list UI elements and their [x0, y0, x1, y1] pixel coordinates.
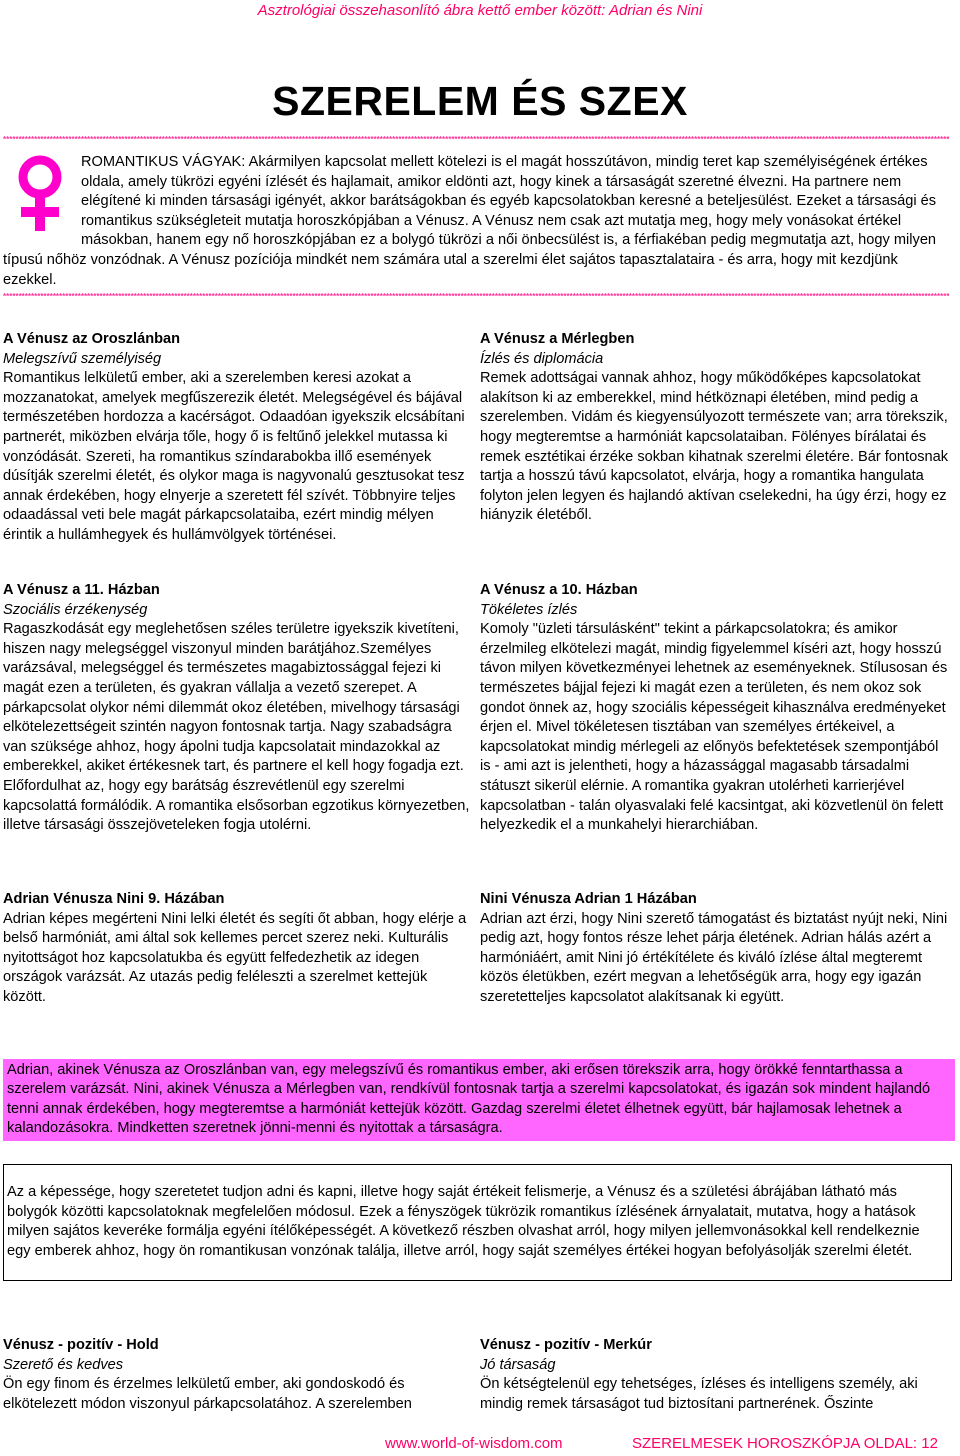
separator-bottom: **************************************************************************************************************************************************************************************************************************************************************************************************************** — [3, 293, 950, 301]
aspects-intro-box: Az a képessége, hogy szeretetet tudjon adni és kapni, illetve hogy saját értékeit felismerje, a Vénusz és a születési ábrájában látható más bolygók közötti kapcsolatoknak megfelelően módosul. Ezek a fényszögek tükrözik romantikus ízlésének árnyalatait, mutatva, hogy a hatások milyen sajátos keveréke formálja egyéni ítélőképességét. A következő részben olvashat arról, hogy milyen jellemvonásokkal kell rendelkeznie egy emberek ahhoz, hogy ön romantikusan vonzónak találja, illetve arról, hogy saját személyes értékei hogyan befolyásolják szerelmi életét. — [3, 1164, 952, 1281]
section-subtitle: Szociális érzékenység — [3, 601, 148, 618]
section-venus-11th-house — [3, 581, 473, 836]
section-nini-venus-adrian-1st — [480, 890, 950, 1008]
section-body: Remek adottságai vannak ahhoz, hogy működőképes kapcsolatokat alakítson ki az emberekkel, mind hétköznapi életében, mind pedig a szerelemben. Vidám és kiegyensúlyozott természete van; arra törekszik, hogy megteremtse a harmóniát kapcsolataiban. Fölényes bírálatai és remek esztétikai érzéke sokban kihatnak szerelmi életére. Bár fontosnak tartja a hosszú távú kapcsolatot, elvárja, hogy a romantika hangulata folyton jelen legyen és hajlandó aktívan cselekedni, ha úgy érzi, hogy ez hiányzik életéből. — [480, 370, 949, 524]
section-body: Komoly "üzleti társulásként" tekint a párkapcsolatokra; és amikor érzelmileg elkötelezi magát, mindig figyelemmel kíséri azt, hogy hosszú távon milyen következményei lehetnek az eseményeknek. Stílusosan és természetes bájjal fejezi ki magát ezen a területen, és nem okoz sok gondot önnek az, hogy szociális képességeit kihasználva eredményeket érjen el. Mivel tökéletesen tisztában van személyes értékeivel, a kapcsolatokat mindig mérlegeli az előnyös befektetések szempontjából is - ami azt is jelentheti, hogy a házassággal magasabb társadalmi státuszt sikerül elérnie. A romantika gyakran utolérheti karrierjével kapcsolatban - talán olyasvalaki felé kacsintgat, aki közvetlenül ön felett helyezkedik el a munkahelyi hierarchiában. — [480, 621, 948, 834]
page-title: SZERELEM ÉS SZEX — [272, 78, 688, 124]
section-title: A Vénusz a 11. Házban — [3, 582, 160, 598]
section-body: Adrian képes megérteni Nini lelki életét és segíti őt abban, hogy elérje a belső harmóniát, ami által sok kellemes percet szerez neki. Kulturális nyitottságot hoz kapcsolatukba és együtt felfedezhetik az idegen országok varázsát. Az utazás pedig feléleszti a szerelmet kettejük között. — [3, 910, 467, 1005]
section-title: Vénusz - pozitív - Hold — [3, 1337, 159, 1353]
section-venus-libra — [480, 330, 950, 526]
section-subtitle: Jó társaság — [480, 1356, 556, 1373]
section-title: Vénusz - pozitív - Merkúr — [480, 1337, 652, 1353]
section-venus-10th-house — [480, 581, 950, 836]
section-subtitle: Ízlés és diplomácia — [480, 350, 604, 367]
section-title: Nini Vénusza Adrian 1 Házában — [480, 891, 697, 907]
section-body: Ön kétségtelenül egy tehetséges, ízléses és intelligens személy, aki mindig remek társaságot tud biztosítani partnerének. Őszinte — [480, 1376, 918, 1412]
section-subtitle: Melegszívű személyiség — [3, 350, 162, 367]
section-subtitle: Szerető és kedves — [3, 1356, 124, 1373]
section-subtitle: Tökéletes ízlés — [480, 601, 578, 618]
intro-text: ROMANTIKUS VÁGYAK: Akármilyen kapcsolat mellett kötelezi is el magát hosszútávon, mindig teret kap személyiségének értékes oldala, amely tükrözi egyéni ízlését és hajlamait, amikor eldönti azt, hogy kinek a társaságát szeretné élvezni. Ha partnere nem elégítené ki minden társasági igényét, akkor barátságokban és egyéb kapcsolatokban keresné a beteljesülést. Ezeket a társasági és romantikus szükségleteit mutatja horoszkópjában a Vénusz. A Vénusz nem csak azt mutatja meg, hogy mely vonásokat értékel másokban, hanem egy nő horoszkópjában ez a bolygó tükrözi a női önbecsülést is, a férfiakéban pedig megmutatja azt, hogy milyen típusú nőhöz vonzódnak. A Vénusz pozíciója mindkét nem számára utal a szerelmi élet sajátos tapasztalataira - és arra, hogy mit kezdjünk ezekkel. — [3, 154, 937, 288]
section-title: Adrian Vénusza Nini 9. Házában — [3, 891, 225, 907]
footer-url-link[interactable]: www.world-of-wisdom.com — [385, 1435, 563, 1452]
section-body: Adrian azt érzi, hogy Nini szerető támogatást és biztatást nyújt neki, Nini pedig azt, hogy fontos része lehet párja életének. Adrian hálás azért a harmóniáért, amit Nini jó értékítélete és kiváló ízlése által megteremt közös életükben, ezért megvan a lehetőségük arra, hogy egy igazán szeretetteljes kapcsolatot alakítsanak ki együtt. — [480, 910, 948, 1005]
section-title: A Vénusz az Oroszlánban — [3, 331, 181, 347]
section-title: A Vénusz a Mérlegben — [480, 331, 635, 347]
section-body: Ön egy finom és érzelmes lelkületű ember, aki gondoskodó és elkötelezett módon viszonyul párkapcsolatához. A szerelemben — [3, 1376, 412, 1412]
intro-paragraph — [3, 153, 953, 290]
footer-page-label: SZERELMESEK HOROSZKÓPJA OLDAL: 12 — [632, 1435, 938, 1452]
summary-highlight-box: Adrian, akinek Vénusza az Oroszlánban van, egy melegszívű és romantikus ember, aki erősen törekszik arra, hogy örökké fenntarthassa a szerelem varázsát. Nini, akinek Vénusza a Mérlegben van, rendkívül fontosnak tartja a szerelmi kapcsolatokat, és igazán sok mindent hajlandó tenni annak érdekében, hogy megteremtse a harmóniát kettejük között. Gazdag szerelmi életet élhetnek együtt, bár hajlamosak lehetnek a kalandozásokra. Mindketten szeretnek jönni-menni és nyitottak a társaságra. — [3, 1059, 955, 1141]
separator-top: **************************************************************************************************************************************************************************************************************************************************************************************************************** — [3, 136, 950, 144]
section-title: A Vénusz a 10. Házban — [480, 582, 638, 598]
section-body: Ragaszkodását egy meglehetősen széles területre igyekszik kivetíteni, hiszen nagy melegséggel viszonyul minden barátjához.Személyes varázsával, melegséggel és természetes magabiztossággal fejezi ki magát ezen a területen, és gyakran vállalja a vezető szerepet. A párkapcsolat olykor némi dilemmát okoz életében, mivelhogy társasági elkötelezettségeit szintén nagyon fontosnak tartja. Nagy szabadságra van szüksége ahhoz, hogy ápolni tudja kapcsolatait mindazokkal az emberekkel, akiket értékesnek tart, és partnere el kell hogy fogadja ezt. Előfordulhat az, hogy egy barátság észrevétlenül egy szerelmi kapcsolattá formálódik. A romantika elsősorban egzotikus környezetben, illetve társasági összejöveteleken fogja utolérni. — [3, 621, 470, 834]
section-adrian-venus-nini-9th — [3, 890, 473, 1008]
document-header: Asztrológiai összehasonlító ábra kettő ember között: Adrian és Nini — [257, 2, 703, 19]
section-venus-moon — [3, 1336, 473, 1414]
section-body: Romantikus lelkületű ember, aki a szerelemben keresi azokat a mozzanatokat, amelyek megfűszerezik életét. Melegségével és bájával természetében hordozza a kacérságot. Odaadóan igyekszik elcsábítani partnerét, miközben elvárja tőle, hogy ő is feltűnő jelekkel mutassa ki vonzódását. Szereti, ha romantikus színdarabokba illő események dúsítják szerelmi életét, és olykor maga is nagyvonalú gesztusokat tesz annak érdekében, hogy elnyerje a szeretett fél szívét. Többnyire teljes odaadással veti bele magát párkapcsolataiba, ezért mindig mélyen érintik a hullámhegyek és hullámvölgyek történései. — [3, 370, 465, 543]
section-venus-mercury — [480, 1336, 950, 1414]
section-venus-leo — [3, 330, 473, 546]
venus-symbol-icon — [1, 153, 79, 233]
